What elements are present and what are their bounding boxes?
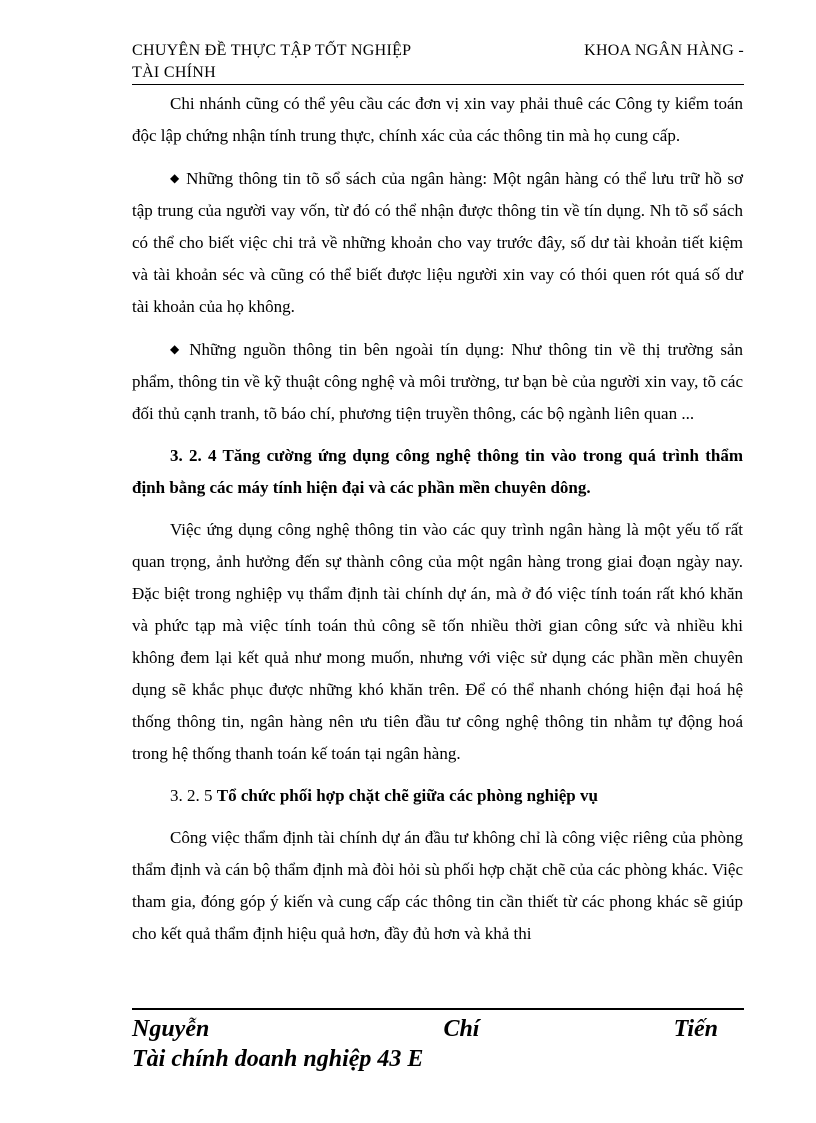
paragraph-external-sources xyxy=(132,333,743,430)
paragraph-coordination: Công việc thẩm định tài chính dự án đầu tư không chỉ là công việc riêng của phòng thẩm định và cán bộ thẩm định mà đòi hỏi sù phối hợp chặt chẽ của các phòng khác. Việc tham gia, đóng góp ý kiến và cung cấp các thông tin cần thiết từ các phong khác sẽ giúp cho kết quả thẩm định hiệu quả hơn, đầy đủ hơn và khả thi xyxy=(132,828,743,943)
diamond-bullet-icon: ◆ xyxy=(170,171,181,185)
author-name xyxy=(132,1014,718,1044)
page-header xyxy=(132,40,744,84)
footer-divider xyxy=(132,1008,744,1010)
paragraph-audit: Chi nhánh cũng có thể yêu cầu các đơn vị xin vay phải thuê các Công ty kiểm toán độc lập chứng nhận tính trung thực, chính xác của các thông tin mà họ cung cấp. xyxy=(132,94,743,145)
header-report-title: CHUYÊN ĐỀ THỰC TẬP TỐT NGHIỆP xyxy=(132,42,412,59)
section-number: 3. 2. 5 xyxy=(170,786,217,805)
author-class: Tài chính doanh nghiệp 43 E xyxy=(132,1046,424,1072)
author-middle-name: Chí xyxy=(443,1016,480,1042)
paragraph-bank-records-text: Những thông tin tõ sổ sách của ngân hàng: Một ngân hàng có thể lưu trữ hồ sơ tập trung của người vay vốn, từ đó có thể nhận được thông tin về tín dụng. Nh tõ sổ sách có thể cho biết việc chi trả về những khoản cho vay trước đây, số dư tài khoản tiết kiệm và tài khoản séc và cũng có thể biết được liệu người xin vay có thói quen rót quá số dư tài khoản của họ không. xyxy=(132,169,744,316)
page-footer xyxy=(132,1014,718,1074)
diamond-bullet-icon: ◆ xyxy=(170,342,183,356)
author-last-name: Tiến xyxy=(673,1016,718,1042)
section-title: Tổ chức phối hợp chặt chẽ giữa các phòng nghiệp vụ xyxy=(216,786,598,805)
author-first-name: Nguyễn xyxy=(132,1016,210,1042)
paragraph-external-sources-text: Những nguồn thông tin bên ngoài tín dụng: Như thông tin về thị trường sản phẩm, thông tin về kỹ thuật công nghệ và môi trường, tư bạn bè của người xin vay, tõ các đối thủ cạnh tranh, tõ báo chí, phương tiện truyền thông, các bộ ngành liên quan ... xyxy=(132,340,744,423)
paragraph-bank-records xyxy=(132,162,743,323)
section-heading-3-2-4: 3. 2. 4 Tăng cường ứng dụng công nghệ thông tin vào trong quá trình thẩm định bằng các máy tính hiện đại và các phần mền chuyên dông. xyxy=(132,446,743,497)
header-department: KHOA NGÂN HÀNG - xyxy=(584,42,744,59)
header-report-title-cont: TÀI CHÍNH xyxy=(132,64,217,81)
header-divider xyxy=(132,84,744,85)
section-heading-3-2-5 xyxy=(132,780,743,812)
paragraph-it-application: Việc ứng dụng công nghệ thông tin vào các quy trình ngân hàng là một yếu tố rất quan trọng, ảnh hưởng đến sự thành công của một ngân hàng trong giai đoạn ngày nay. Đặc biệt trong nghiệp vụ thẩm định tài chính dự án, mà ở đó việc tính toán rất khó khăn và phức tạp mà việc tính toán thủ công sẽ tốn nhiều thời gian công sức và nhiều khi không đem lại kết quả như mong muốn, nhưng với việc sử dụng các phần mền chuyên dụng sẽ khắc phục được những khó khăn trên. Để có thể nhanh chóng hiện đại hoá hệ thống thông tin, ngân hàng nên ưu tiên đầu tư công nghệ thông tin nhằm tự động hoá trong hệ thống thanh toán kế toán tại ngân hàng. xyxy=(132,520,743,763)
document-body xyxy=(132,88,743,950)
